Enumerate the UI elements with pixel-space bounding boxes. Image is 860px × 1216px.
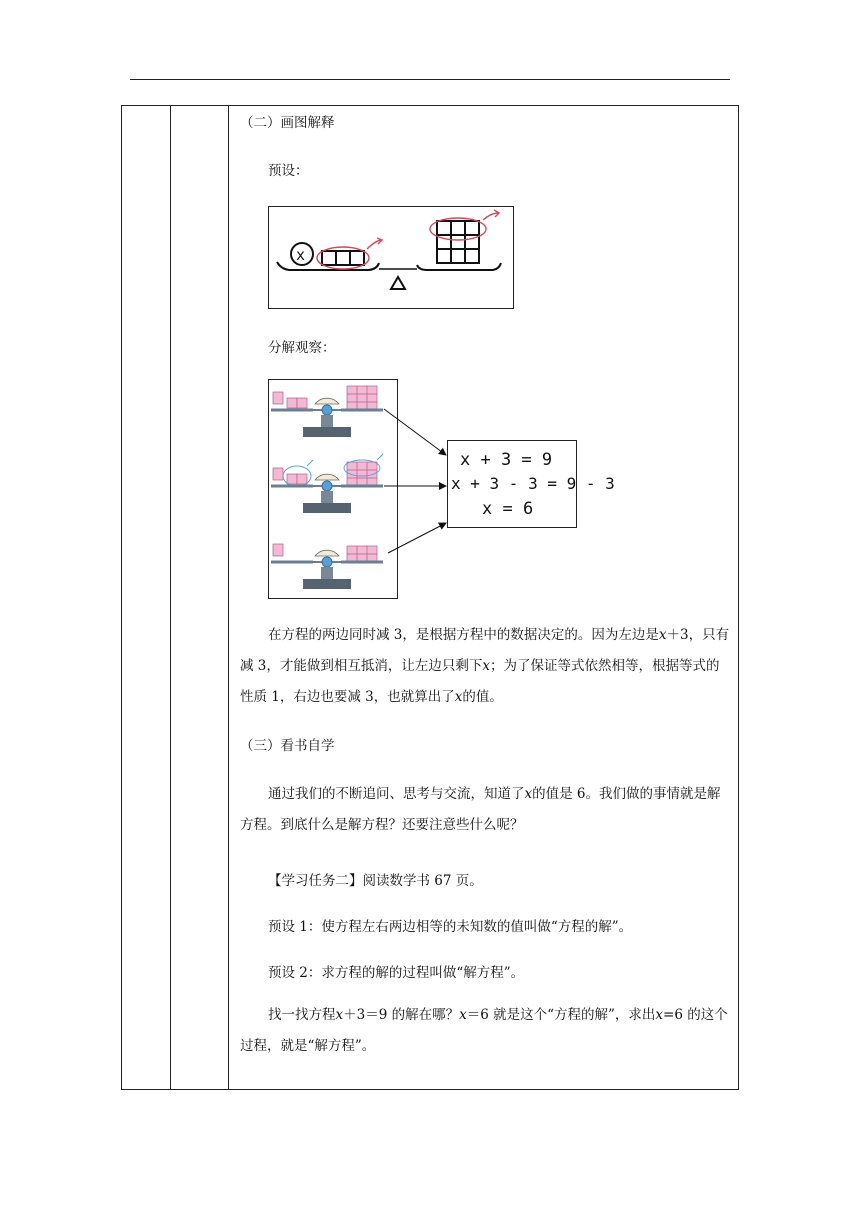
explanation-text-1: 在方程的两边同时减 3，是根据方程中的数据决定的。因为左边是 xyxy=(268,627,659,643)
section-heading-2: （二）画图解释 xyxy=(240,115,335,131)
section-heading-3: （三）看书自学 xyxy=(240,738,335,754)
column-divider-2 xyxy=(228,106,229,1089)
intro-text-1: 通过我们的不断追问、思考与交流，知道了 xyxy=(268,786,525,802)
solution-paragraph xyxy=(240,1000,730,1062)
variable-x: x xyxy=(524,786,533,802)
solution-text-3: ＝6 就是这个“方程的解”，求出 xyxy=(466,1007,656,1023)
explanation-text-3: ；为了保证等式依然相等，根据等式的性质 1，右边也要减 3，也就算出了 xyxy=(240,658,720,705)
explanation-paragraph xyxy=(240,620,730,713)
balance-sketch-icon xyxy=(269,207,513,308)
variable-x: x xyxy=(335,1007,344,1023)
equation-box xyxy=(447,440,615,528)
column-divider-1 xyxy=(170,106,171,1089)
equation-line-2: x + 3 - 3 = 9 - 3 xyxy=(451,474,615,493)
equations-svg xyxy=(448,441,615,527)
variable-x: x xyxy=(459,1007,467,1023)
header-rule xyxy=(130,79,730,80)
intro-paragraph xyxy=(240,779,730,841)
learning-task: 【学习任务二】阅读数学书 67 页。 xyxy=(268,873,483,889)
explanation-text-2: ＋3，只有减 3，才能做到相互抵消，让左边只剩下 xyxy=(240,627,730,674)
variable-x: x xyxy=(655,1007,664,1023)
decompose-label: 分解观察： xyxy=(268,340,336,356)
arrows-icon xyxy=(378,395,458,565)
scale-3 xyxy=(271,544,383,589)
scale-2 xyxy=(271,454,383,513)
variable-x: x xyxy=(482,658,491,674)
scale-1 xyxy=(271,386,383,437)
explanation-text-4: 的值。 xyxy=(462,689,503,705)
equation-line-1: x + 3 = 9 xyxy=(460,450,553,470)
solution-text-4: =6 的这个过程，就是“解方程”。 xyxy=(240,1007,728,1054)
balance-sketch xyxy=(268,206,514,309)
solution-text-2: ＋3＝9 的解在哪？ xyxy=(343,1007,460,1023)
svg-text:x: x xyxy=(296,246,306,264)
solution-text-1: 找一找方程 xyxy=(268,1007,336,1023)
preset-label: 预设： xyxy=(268,163,309,179)
variable-x: x xyxy=(454,689,463,705)
preset-1: 预设 1：使方程左右两边相等的未知数的值叫做“方程的解”。 xyxy=(268,919,633,935)
intro-text-2: 的值是 6。我们做的事情就是解方程。到底什么是解方程？还要注意些什么呢？ xyxy=(240,786,721,833)
preset-2: 预设 2：求方程的解的过程叫做“解方程”。 xyxy=(268,965,525,981)
equation-line-3: x = 6 xyxy=(482,499,534,519)
variable-x: x xyxy=(658,627,667,643)
